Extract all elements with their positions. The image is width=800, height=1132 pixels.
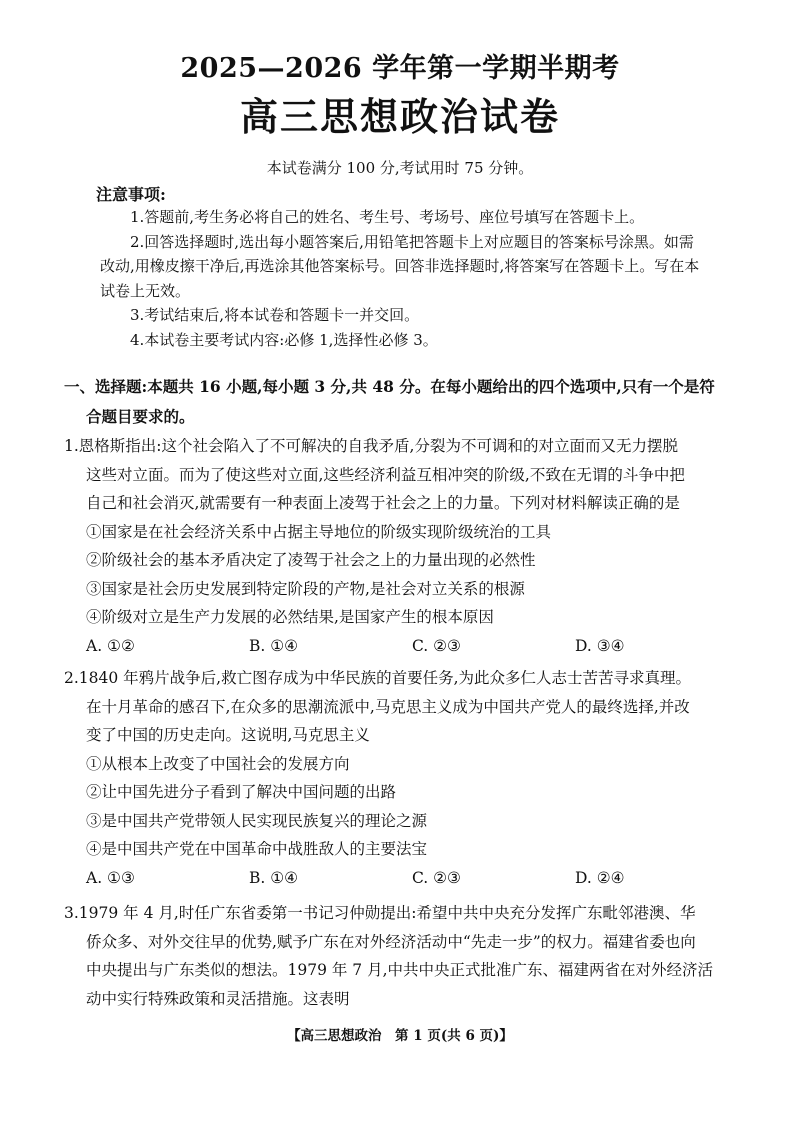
question-stem-line: 1.恩格斯指出:这个社会陷入了不可解决的自我矛盾,分裂为不可调和的对立面而又无力摆脱 xyxy=(64,437,678,455)
notice-item: 3.考试结束后,将本试卷和答题卡一并交回。 xyxy=(130,306,420,324)
choice-a: A. ①② xyxy=(86,636,135,655)
notice-item: 1.答题前,考生务必将自己的姓名、考生号、考场号、座位号填写在答题卡上。 xyxy=(130,208,645,226)
question-1 xyxy=(64,432,744,660)
question-3 xyxy=(64,899,744,1013)
choice-d: D. ②④ xyxy=(575,868,625,887)
question-stem-line: 变了中国的历史走向。这说明,马克思主义 xyxy=(86,726,370,744)
statement-option: ④是中国共产党在中国革命中战胜敌人的主要法宝 xyxy=(86,840,428,858)
question-stem-line: 3.1979 年 4 月,时任广东省委第一书记习仲勋提出:希望中共中央充分发挥广东毗邻港澳、华 xyxy=(64,904,696,922)
statement-option: ③是中国共产党带领人民实现民族复兴的理论之源 xyxy=(86,811,428,830)
question-stem-line: 中央提出与广东类似的想法。1979 年 7 月,中共中央正式批准广东、福建两省在对外经济活 xyxy=(86,961,714,979)
notice-item: 2.回答选择题时,选出每小题答案后,用铅笔把答题卡上对应题目的答案标号涂黑。如需改动,用橡皮擦干净后,再选涂其他答案标号。回答非选择题时,将答案写在答题卡上。写在本试卷上无效。 xyxy=(100,232,700,300)
notice-title: 注意事项: xyxy=(96,185,166,204)
statement-option: ①从根本上改变了中国社会的发展方向 xyxy=(86,754,350,773)
exam-info: 本试卷满分 100 分,考试用时 75 分钟。 xyxy=(266,159,534,177)
choice-d: D. ③④ xyxy=(575,636,625,655)
page-footer: 【高三思想政治 第 1 页(共 6 页)】 xyxy=(287,1028,513,1044)
statement-option: ③国家是社会历史发展到特定阶段的产物,是社会对立关系的根源 xyxy=(86,579,525,598)
question-stem-line: 2.1840 年鸦片战争后,救亡图存成为中华民族的首要任务,为此众多仁人志士苦苦寻求真理。 xyxy=(64,669,692,687)
question-stem-line: 动中实行特殊政策和灵活措施。这表明 xyxy=(86,989,350,1008)
section-heading-line: 合题目要求的。 xyxy=(86,407,195,426)
section-heading xyxy=(64,372,734,432)
choice-b: B. ①④ xyxy=(249,636,299,655)
question-stem-line: 自己和社会消灭,就需要有一种表面上凌驾于社会之上的力量。下列对材料解读正确的是 xyxy=(86,494,680,512)
statement-option: ②阶级社会的基本矛盾决定了凌驾于社会之上的力量出现的必然性 xyxy=(86,551,536,569)
statement-option: ④阶级对立是生产力发展的必然结果,是国家产生的根本原因 xyxy=(86,608,494,626)
notice-item: 4.本试卷主要考试内容:必修 1,选择性必修 3。 xyxy=(130,330,438,349)
notice-list xyxy=(100,205,700,352)
statement-option: ①国家是在社会经济关系中占据主导地位的阶级实现阶级统治的工具 xyxy=(86,522,552,541)
answer-choices xyxy=(64,632,744,661)
answer-choices xyxy=(64,864,744,893)
choice-c: C. ②③ xyxy=(412,868,461,887)
question-stem-line: 在十月革命的感召下,在众多的思潮流派中,马克思主义成为中国共产党人的最终选择,并改 xyxy=(86,697,690,716)
choice-b: B. ①④ xyxy=(249,868,299,887)
exam-title: 2025—2026 学年第一学期半期考 xyxy=(180,53,620,84)
choice-c: C. ②③ xyxy=(412,636,461,655)
question-stem-line: 侨众多、对外交往早的优势,赋予广东在对外经济活动中“先走一步”的权力。福建省委也向 xyxy=(86,932,696,951)
statement-option: ②让中国先进分子看到了解决中国问题的出路 xyxy=(86,783,397,801)
question-stem-line: 这些对立面。而为了使这些对立面,这些经济利益互相冲突的阶级,不致在无谓的斗争中把 xyxy=(86,465,685,484)
choice-a: A. ①③ xyxy=(86,868,135,887)
subject-title: 高三思想政治试卷 xyxy=(239,94,560,139)
question-2 xyxy=(64,664,744,892)
section-heading-line: 一、选择题:本题共 16 小题,每小题 3 分,共 48 分。在每小题给出的四个选项中,只有一个是符 xyxy=(64,377,715,396)
